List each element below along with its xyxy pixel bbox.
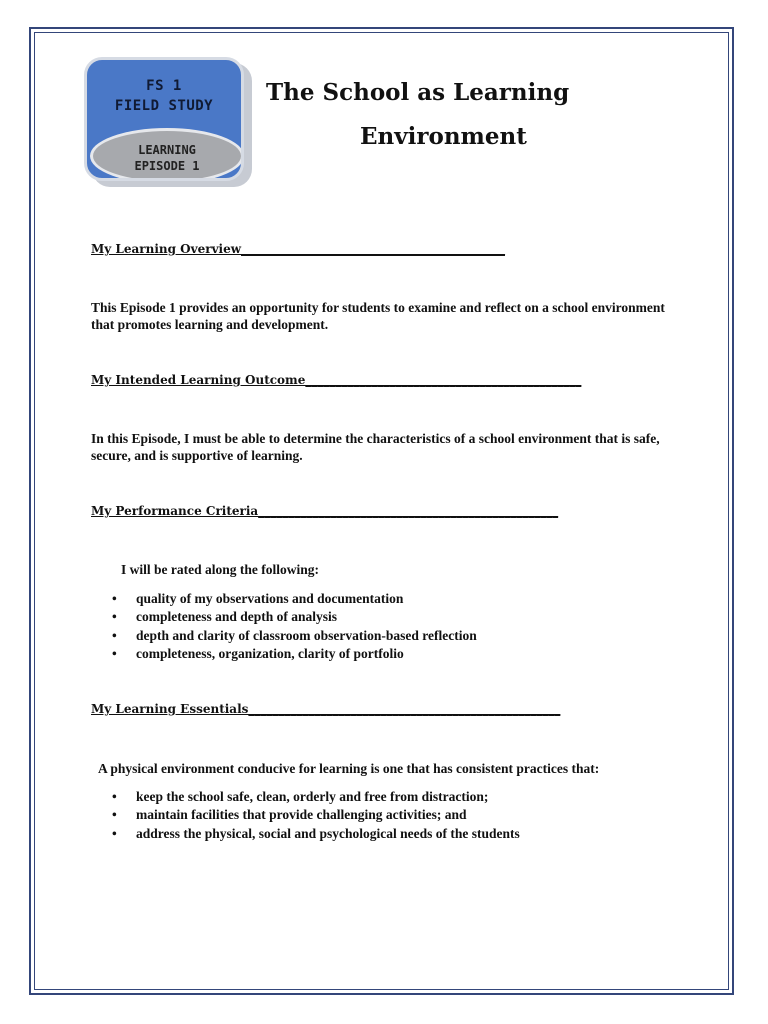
badge-course: FS 1 <box>146 78 182 94</box>
learning-essentials-list <box>112 788 520 843</box>
field-study-badge <box>84 57 254 187</box>
list-item: • completeness, organization, clarity of portfolio <box>112 645 477 663</box>
badge-subject: FIELD STUDY <box>114 98 214 114</box>
performance-criteria-list <box>112 590 477 663</box>
performance-criteria-heading: My Performance Criteria__________________________________________________ <box>91 504 559 518</box>
list-item: • address the physical, social and psychological needs of the students <box>112 825 520 843</box>
learning-outcome-text: In this Episode, I must be able to determine the characteristics of a school environment that is safe, secure, and is supportive of learning. <box>91 431 660 463</box>
list-item: • depth and clarity of classroom observation-based reflection <box>112 627 477 645</box>
badge-episode-number: EPISODE 1 <box>134 159 200 173</box>
learning-essentials-intro: A physical environment conducive for learning is one that has consistent practices that: <box>98 761 600 776</box>
page-title-line1: The School as Learning <box>266 79 570 106</box>
learning-overview-heading: My Learning Overview____________________________________________ <box>91 242 506 256</box>
learning-outcome-heading: My Intended Learning Outcome______________________________________________ <box>91 373 582 387</box>
badge-episode-ellipse <box>90 128 244 181</box>
list-item: • quality of my observations and documentation <box>112 590 477 608</box>
list-item: • maintain facilities that provide challenging activities; and <box>112 806 520 824</box>
learning-overview-text: This Episode 1 provides an opportunity for students to examine and reflect on a school environment that promotes learning and development. <box>91 300 665 332</box>
badge-box <box>84 57 244 181</box>
list-item: • completeness and depth of analysis <box>112 608 477 626</box>
page-title-line2: Environment <box>360 123 527 150</box>
learning-essentials-heading: My Learning Essentials____________________________________________________ <box>91 702 561 716</box>
list-item: • keep the school safe, clean, orderly and free from distraction; <box>112 788 520 806</box>
badge-episode-label: LEARNING <box>138 143 196 157</box>
performance-criteria-intro: I will be rated along the following: <box>121 562 319 577</box>
